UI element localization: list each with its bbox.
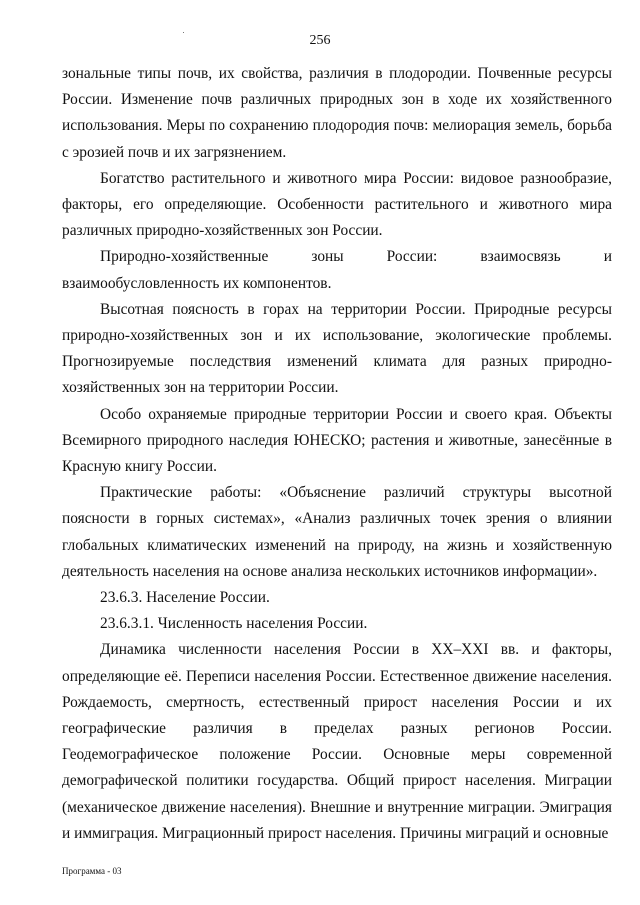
paragraph-population-dynamics: Динамика численности населения России в XX–XXI вв. и факторы, определяющие её. Переписи населения России. Естественное движение населения. Рождаемость, смертность, естественный прирост населения России и их географические различия в пределах разных регионов России. Геодемографическое положение России. Основные меры современной демографической политики государства. Общий прирост населения. Миграции (механическое движение населения). Внешние и внутренние миграции. Эмиграция и иммиграция. Миграционный прирост населения. Причины миграций и основные [62,641,612,842]
paragraph-flora-fauna: Богатство растительного и животного мира России: видовое разнообразие, факторы, его определяющие. Особенности растительного и животного мира различных природно-хозяйственных зон России. [62,169,612,240]
scan-speck [183,32,184,33]
paragraph-natural-zones: Природно-хозяйственные зоны России: взаимосвязь и взаимообусловленность их компонентов. [62,248,612,292]
paragraph-altitudinal-zonation: Высотная поясность в горах на территории России. Природные ресурсы природно-хозяйственных зон и их использование, экологические проблемы. Прогнозируемые последствия изменений климата для разных природно-хозяйственных зон на территории России. [62,300,612,397]
paragraph-practical-works: Практические работы: «Объяснение различий структуры высотной поясности в горных системах», «Анализ различных точек зрения о влиянии глобальных климатических изменений на природу, на жизнь и хозяйственную деятельность населения на основе анализа нескольких источников информации». [62,484,612,580]
footer-label: Программа - 03 [62,866,122,876]
paragraph-protected-areas: Особо охраняемые природные территории России и своего края. Объекты Всемирного природного наследия ЮНЕСКО; растения и животные, занесённые в Красную книгу России. [62,405,612,476]
paragraph-soils: зональные типы почв, их свойства, различия в плодородии. Почвенные ресурсы России. Изменение почв различных природных зон в ходе их хозяйственного использования. Меры по сохранению плодородия почв: мелиорация земель, борьба с эрозией почв и их загрязнением. [62,65,612,161]
page-number: 256 [309,33,331,48]
document-body [62,61,612,847]
section-heading-population: 23.6.3. Население России. [100,589,270,607]
subsection-heading-population-size: 23.6.3.1. Численность населения России. [100,615,368,633]
